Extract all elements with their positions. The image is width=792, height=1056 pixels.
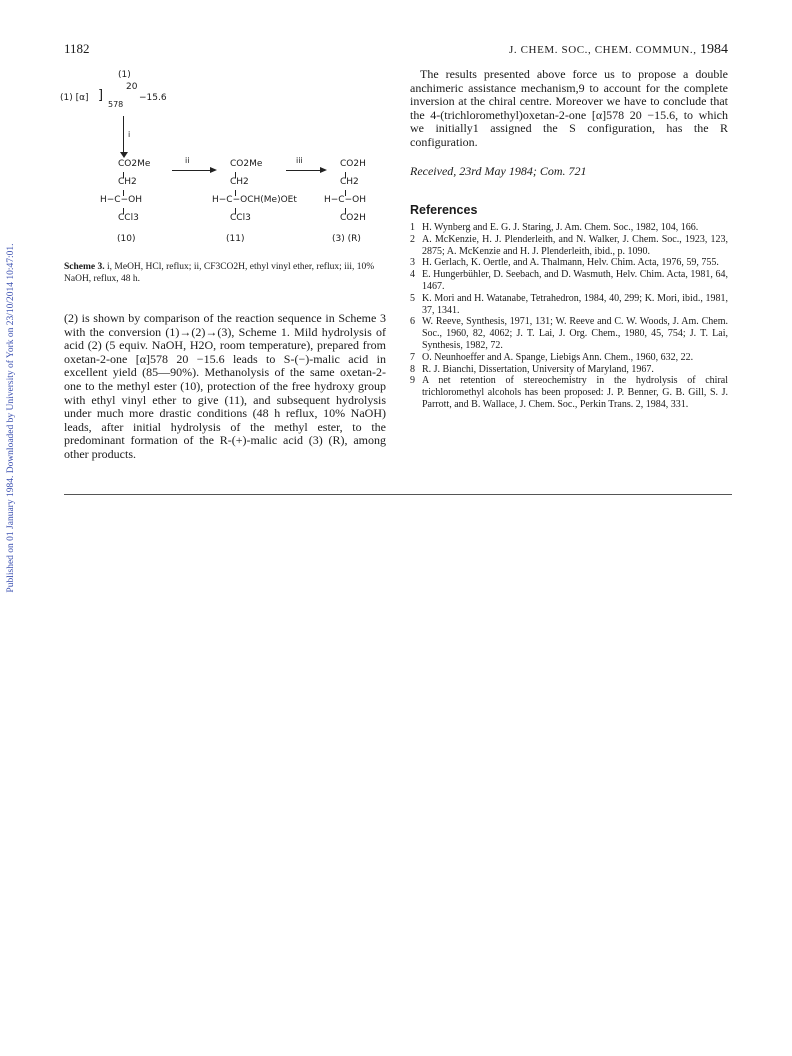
c11-line1: CO2Me (230, 159, 263, 169)
journal-title: J. CHEM. SOC., CHEM. COMMUN., (509, 44, 700, 56)
step-i-label: i (128, 130, 131, 139)
caption-label: Scheme 3. (64, 262, 105, 272)
arrow-ii-shaft (172, 170, 212, 171)
reference-number: 9 (410, 375, 415, 387)
reference-number: 5 (410, 292, 415, 304)
right-column-text (410, 68, 728, 150)
step-iii-label: iii (296, 156, 303, 165)
reference-item (410, 293, 728, 317)
reference-number: 4 (410, 269, 415, 281)
step-ii-label: ii (185, 156, 190, 165)
reference-text: H. Gerlach, K. Oertle, and A. Thalmann, Helv. Chim. Acta, 1976, 59, 755. (422, 257, 719, 269)
c11-line2: CH2 (230, 177, 249, 187)
c11-line4: CCl3 (230, 213, 251, 223)
references-heading: References (410, 203, 478, 217)
reference-text: H. Wynberg and E. G. J. Staring, J. Am. Chem. Soc., 1982, 104, 166. (422, 222, 699, 233)
scheme-3 (60, 66, 400, 256)
arrow-ii-head (210, 167, 217, 173)
reference-item (410, 352, 728, 364)
journal-header (490, 42, 728, 58)
reference-number: 7 (410, 351, 415, 363)
rotation-prefix: (1) [α] (60, 93, 89, 103)
reference-text: O. Neunhoeffer and A. Spange, Liebigs Ann. Chem., 1960, 632, 22. (422, 351, 694, 363)
reference-number: 8 (410, 363, 415, 375)
reference-item (410, 257, 728, 269)
c10-line1: CO2Me (118, 159, 151, 169)
reference-number: 3 (410, 257, 415, 269)
caption-text: i, MeOH, HCl, reflux; ii, CF3CO2H, ethyl vinyl ether, reflux; iii, 10% NaOH, reflux, 48 h. (64, 262, 375, 284)
bracket-close: ] (98, 88, 104, 103)
reference-item (410, 364, 728, 376)
reference-text: K. Mori and H. Watanabe, Tetrahedron, 1984, 40, 299; K. Mori, ibid., 1981, 37, 1341. (422, 292, 728, 316)
c10-label: (10) (117, 234, 136, 244)
reference-text: R. J. Bianchi, Dissertation, University of Maryland, 1967. (422, 363, 654, 375)
reference-text: W. Reeve, Synthesis, 1971, 131; W. Reeve and C. W. Woods, J. Am. Chem. Soc., 1960, 82, 4062; J. T. Lai, J. Org. Chem., 1980, 45, 754; J. T. Lai, Synthesis, 1982, 72. (422, 316, 728, 351)
c3-label: (3) (R) (332, 234, 361, 244)
reference-text: E. Hungerbühler, D. Seebach, and D. Wasmuth, Helv. Chim. Acta, 1981, 64, 1467. (422, 269, 728, 292)
c3-line3: H−C−OH (324, 195, 366, 205)
page-number: 1182 (64, 41, 90, 56)
reference-item (410, 234, 728, 258)
reference-item (410, 375, 728, 410)
c11-label: (11) (226, 234, 245, 244)
watermark-text: Published on 01 January 1984. Downloaded by University of York on 23/10/2014 10:47:01. (6, 243, 16, 593)
c10-line2: CH2 (118, 177, 137, 187)
c3-line4: CO2H (340, 213, 366, 223)
c3-line1: CO2H (340, 159, 366, 169)
received-line: Received, 23rd May 1984; Com. 721 (410, 164, 587, 178)
rotation-sub: 578 (108, 100, 124, 109)
rotation-sup: 20 (126, 82, 138, 92)
reference-text: A. McKenzie, H. J. Plenderleith, and N. Walker, J. Chem. Soc., 1923, 123, 2875; A. McKenzie and H. J. Plenderleith, ibid., p. 1090. (422, 233, 728, 257)
reference-item (410, 316, 728, 351)
arrow-i-head (120, 152, 128, 158)
download-watermark (4, 200, 18, 640)
rotation-value: −15.6 (139, 93, 167, 103)
reference-number: 1 (410, 222, 415, 233)
c3-line2: CH2 (340, 177, 359, 187)
reference-item (410, 269, 728, 293)
body-paragraph-right: The results presented above force us to propose a double anchimeric assistance mechanism,9 to account for the complete inversion at the chiral centre. Moreover we have to conclude that the 4-(trichloromethyl)oxetan-2-one [α]578 20 −15.6, to which we initially1 assigned the S configuration, has the R configuration. (410, 67, 728, 149)
arrow-i-shaft (123, 116, 124, 154)
c11-line3: H−C−OCH(Me)OEt (212, 195, 297, 205)
body-paragraph-left: (2) is shown by comparison of the reaction sequence in Scheme 3 with the conversion (1)→(2)→(3), Scheme 1. Mild hydrolysis of acid (2) (5 equiv. NaOH, H2O, room temperature), prepared from oxetan-2-one [α]578 20 −15.6 leads to S-(−)-malic acid in excellent yield (85—90%). Methanolysis of the same oxetan-2-one to the methyl ester (10), protection of the free hydroxy group with ethyl vinyl ether to give (11), and subsequent hydrolysis under much more drastic conditions (48 h reflux, 10% NaOH) leads, after initial hydrolysis of the methyl ester, to the predominant formation of the R-(+)-malic acid (3) (R), among other products. (64, 311, 386, 461)
reference-number: 6 (410, 316, 415, 328)
reference-number: 2 (410, 233, 415, 245)
c10-line4: CCl3 (118, 213, 139, 223)
reference-text: A net retention of stereochemistry in the hydrolysis of chiral trichloromethyl alcohols has been proposed: J. P. Benner, G. B. Gill, S. J. Parrott, and B. Wallace, J. Chem. Soc., Perkin Trans. 2, 1984, 331. (422, 375, 728, 410)
page-bottom-rule (64, 494, 732, 495)
references-list (410, 222, 728, 411)
scheme-top-label: (1) (118, 70, 131, 80)
arrow-iii-shaft (286, 170, 322, 171)
scheme-caption (64, 262, 386, 285)
c10-line3: H−C−OH (100, 195, 142, 205)
reference-item (410, 222, 728, 234)
arrow-iii-head (320, 167, 327, 173)
journal-year: 1984 (700, 42, 728, 57)
left-column-text (64, 312, 386, 462)
